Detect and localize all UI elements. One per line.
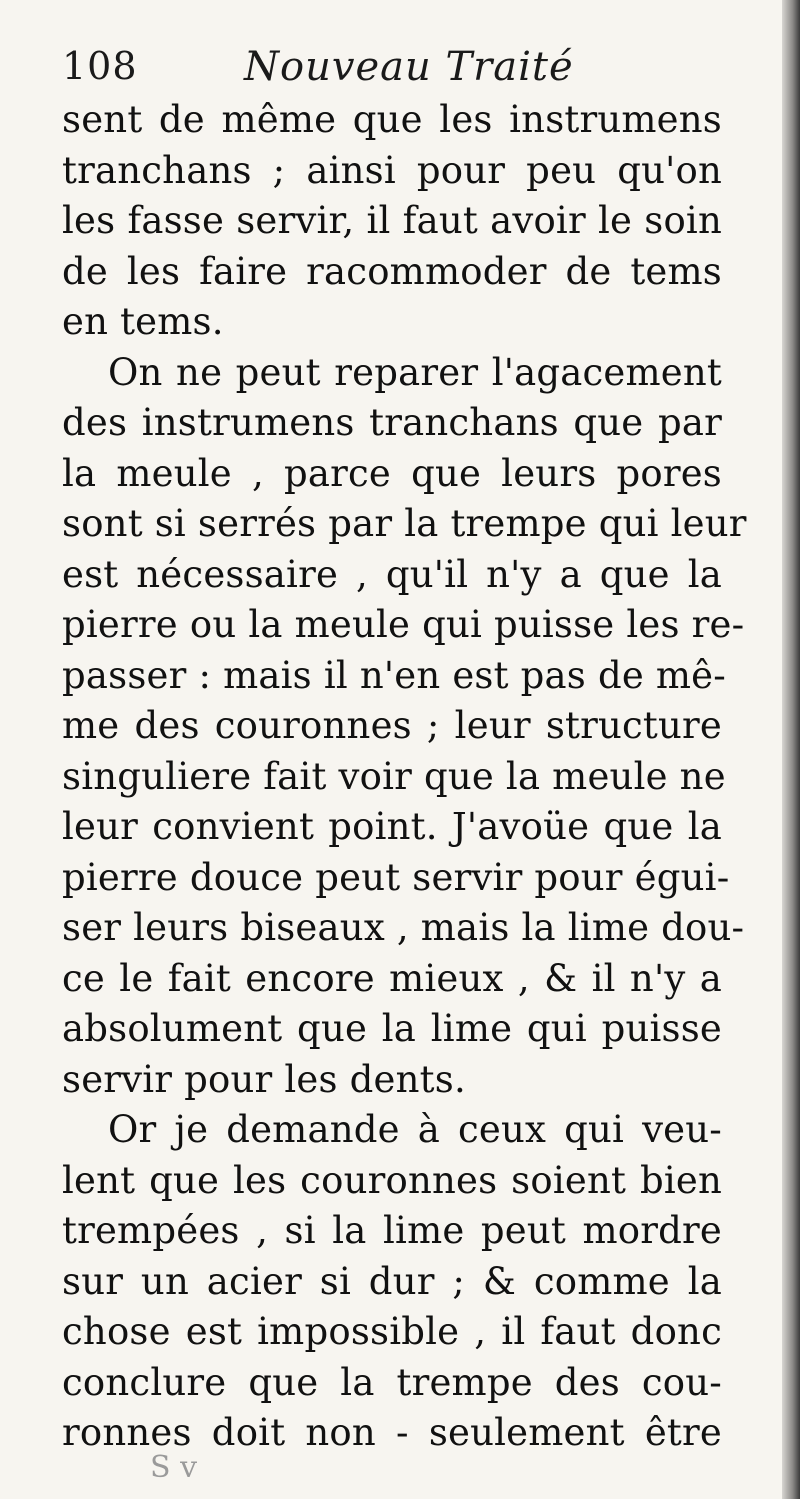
- page-number: 108: [62, 44, 138, 88]
- text-line: sur un acier si dur ; & comme la: [62, 1259, 722, 1303]
- text-line: en tems.: [62, 300, 224, 343]
- text-line: ser leurs biseaux , mais la lime dou-: [62, 906, 745, 949]
- page-header: [62, 44, 722, 94]
- text-line: est nécessaire , qu'il n'y a que la: [62, 552, 722, 596]
- text-line: sent de même que les instrumens: [62, 98, 722, 141]
- running-title: Nouveau Traité: [244, 44, 574, 90]
- text-line: de les faire racommoder de tems: [62, 249, 722, 293]
- text-line: pierre ou la meule qui puisse les re-: [62, 603, 745, 646]
- text-line: servir pour les dents.: [62, 1057, 466, 1101]
- text-line: me des couronnes ; leur structure: [62, 704, 722, 747]
- text-line: passer : mais il n'en est pas de mê-: [62, 653, 726, 697]
- text-line: des instrumens tranchans que par: [62, 401, 722, 444]
- text-line: lent que les couronnes soient bien: [62, 1158, 722, 1202]
- text-line: On ne peut reparer l'agacement: [108, 350, 722, 394]
- text-line: sont si serrés par la trempe qui leur: [62, 502, 747, 545]
- text-line: absolument que la lime qui puisse: [62, 1007, 722, 1050]
- text-line: ronnes doit non - seulement être: [62, 1411, 722, 1454]
- signature-mark: S v: [150, 1450, 198, 1485]
- text-line: leur convient point. J'avoüe que la: [62, 805, 722, 848]
- text-line: les fasse servir, il faut avoir le soin: [62, 199, 722, 242]
- text-line: Or je demande à ceux qui veu-: [108, 1108, 722, 1151]
- body-text: [62, 95, 747, 1459]
- text-line: conclure que la trempe des cou-: [62, 1360, 722, 1404]
- text-line: tranchans ; ainsi pour peu qu'on: [62, 148, 722, 192]
- text-line: pierre douce peut servir pour égui-: [62, 855, 730, 899]
- page-edge-shadow: [782, 0, 800, 1499]
- text-line: singuliere fait voir que la meule ne: [62, 754, 726, 798]
- text-line: la meule , parce que leurs pores: [62, 451, 722, 495]
- text-line: trempées , si la lime peut mordre: [62, 1209, 722, 1252]
- text-line: chose est impossible , il faut donc: [62, 1310, 722, 1353]
- text-line: ce le fait encore mieux , & il n'y a: [62, 956, 722, 1000]
